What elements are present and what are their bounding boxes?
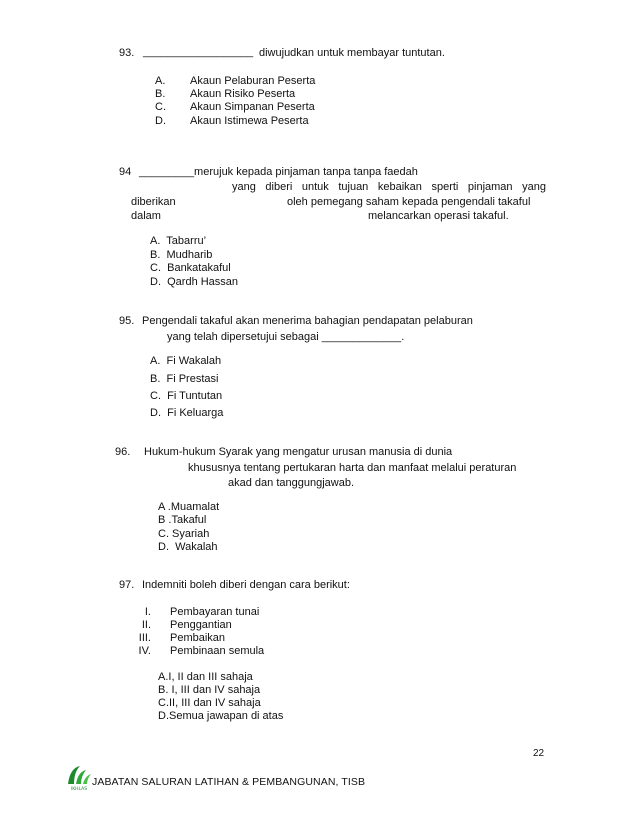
q97-item-iii: Pembaikan — [170, 632, 226, 644]
q93-option-d-letter: D. — [155, 115, 166, 127]
q96-option-b: B .Takaful — [158, 514, 207, 526]
q93-option-c-letter: C. — [155, 101, 166, 113]
q96-option-a: A .Muamalat — [158, 501, 220, 513]
q97-number: 97. — [119, 579, 135, 591]
ikhlas-logo-text: IKHLAS — [70, 787, 88, 792]
q96-line3: akad dan tanggungjawab. — [228, 477, 354, 489]
q94-line2-word: yang — [522, 181, 546, 193]
q95-line1: Pengendali takaful akan menerima bahagian pendapatan pelaburan — [142, 315, 473, 327]
q96-line1: Hukum-hukum Syarak yang mengatur urusan manusia di dunia — [144, 446, 453, 458]
page-number: 22 — [533, 748, 545, 759]
q94-line2-word: pinjaman — [467, 181, 513, 193]
q94-option-c: C. Bankatakaful — [150, 262, 231, 274]
q94-option-b: B. Mudharib — [150, 249, 213, 261]
q93-option-b: Akaun Risiko Peserta — [190, 88, 296, 100]
q97-stem: Indemniti boleh diberi dengan cara berikut: — [142, 579, 350, 591]
q94-number: 94 — [119, 166, 132, 178]
q97-numeral-iii: III. — [138, 632, 151, 644]
q94-option-a: A. Tabarru’ — [150, 235, 207, 247]
q97-option-a: A.I, II dan III sahaja — [158, 671, 253, 683]
q94-line2-word: sperti — [431, 181, 459, 193]
q94-line3-left: diberikan — [131, 196, 176, 208]
q93-option-a: Akaun Pelaburan Peserta — [190, 75, 316, 87]
q94-line2 — [232, 181, 546, 194]
q96-line2: khususnya tentang pertukaran harta dan manfaat melalui peraturan — [188, 462, 517, 474]
q97-numeral-ii: II. — [141, 619, 151, 631]
q97-option-c: C.II, III dan IV sahaja — [158, 697, 261, 709]
q93-blank: __________________ — [143, 46, 254, 58]
q94-line2-word: yang — [232, 181, 256, 193]
q95-option-d: D. Fi Keluarga — [150, 407, 224, 419]
q93-number: 93. — [119, 47, 135, 59]
q95-line2: yang telah dipersetujui sebagai _____________. — [167, 331, 405, 343]
q95-option-a: A. Fi Wakalah — [150, 355, 222, 367]
q97-numeral-iv: IV. — [138, 645, 151, 657]
q94-line4-right: melancarkan operasi takaful. — [368, 210, 509, 222]
q97-option-d: D.Semua jawapan di atas — [158, 710, 284, 722]
q93-option-c: Akaun Simpanan Peserta — [190, 101, 315, 113]
ikhlas-logo-icon — [64, 760, 94, 792]
q97-option-b: B. I, III dan IV sahaja — [158, 684, 261, 696]
footer-text: JABATAN SALURAN LATIHAN & PEMBANGUNAN, TISB — [92, 776, 366, 788]
q93-option-d: Akaun Istimewa Peserta — [190, 115, 309, 127]
q94-option-d: D. Qardh Hassan — [150, 276, 239, 288]
q94-line1: _________merujuk kepada pinjaman tanpa tanpa faedah — [139, 166, 418, 178]
q95-number: 95. — [119, 315, 135, 327]
q97-numeral-i: I. — [144, 606, 151, 618]
q94-line4-left: dalam — [131, 210, 161, 222]
q94-line2-word: untuk — [301, 181, 329, 193]
q97-item-i: Pembayaran tunai — [170, 606, 260, 618]
q93-option-b-letter: B. — [155, 88, 166, 100]
q94-line2-word: tujuan — [338, 181, 369, 193]
q94-line2-word: kebaikan — [377, 181, 422, 193]
q96-option-c: C. Syariah — [158, 528, 210, 540]
q97-item-iv: Pembinaan semula — [170, 645, 265, 657]
q96-number: 96. — [115, 446, 131, 458]
q94-line3-right: oleh pemegang saham kepada pengendali takaful — [287, 196, 531, 208]
q96-option-d: D. Wakalah — [158, 541, 218, 553]
q93-option-a-letter: A. — [155, 75, 166, 87]
q97-item-ii: Penggantian — [170, 619, 232, 631]
q94-line2-word: diberi — [265, 181, 293, 193]
q95-option-c: C. Fi Tuntutan — [150, 390, 223, 402]
q93-stem: diwujudkan untuk membayar tuntutan. — [259, 47, 445, 59]
ikhlas-logo — [64, 760, 94, 792]
q95-option-b: B. Fi Prestasi — [150, 373, 219, 385]
